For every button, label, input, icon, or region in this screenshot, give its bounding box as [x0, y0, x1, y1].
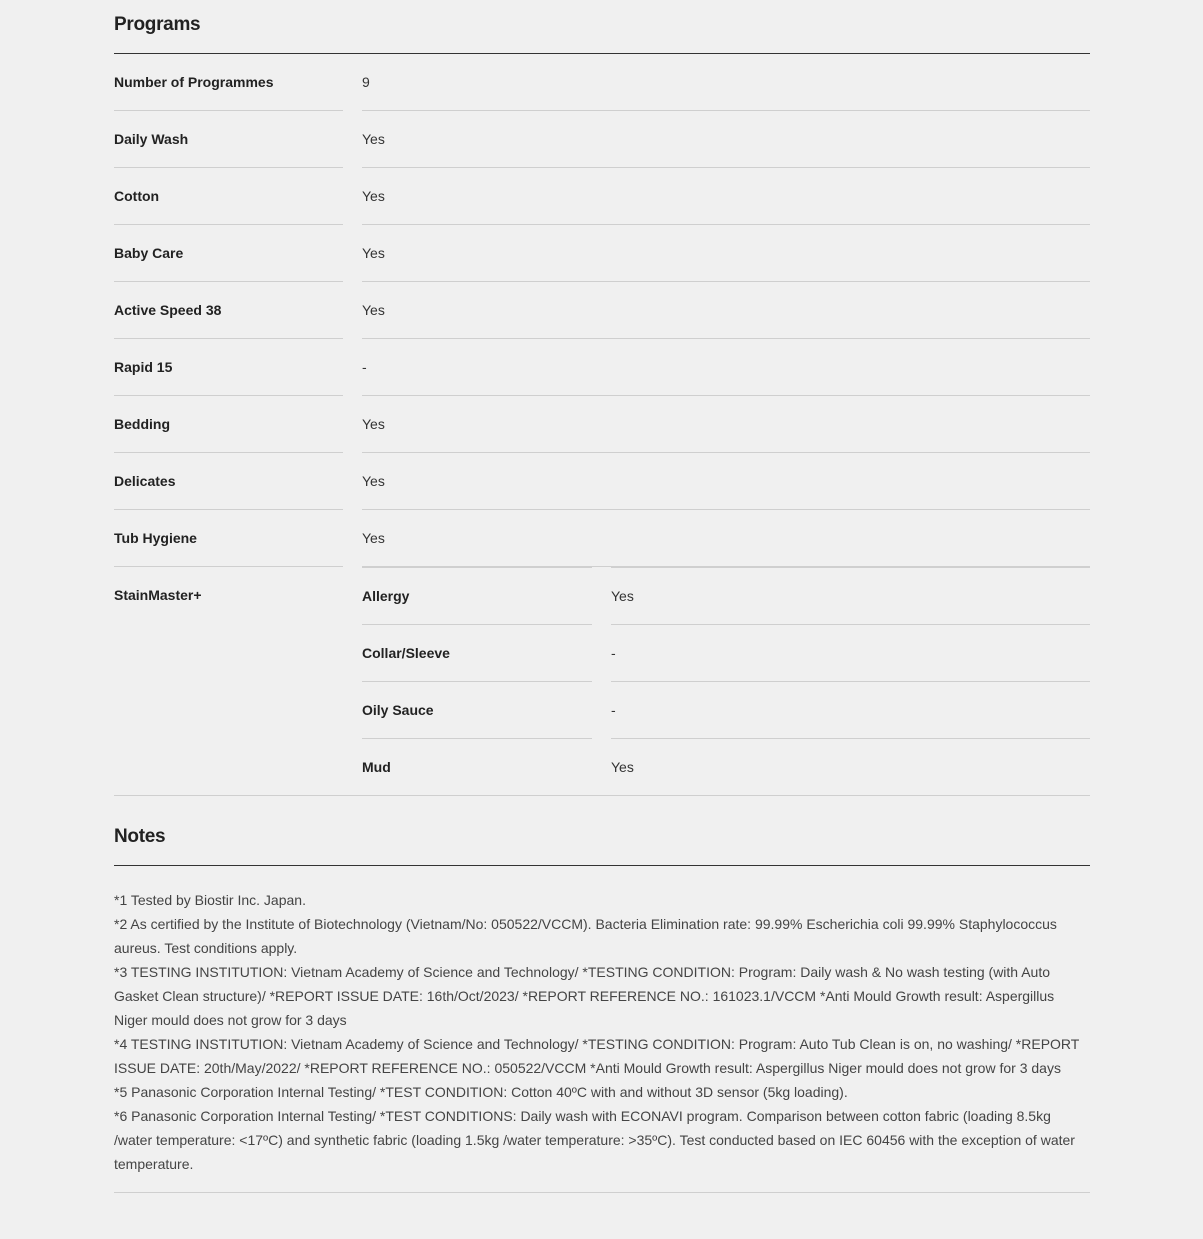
spec-label: Delicates [114, 453, 343, 510]
table-row [362, 567, 1090, 624]
table-row [114, 396, 1090, 453]
note-item: *1 Tested by Biostir Inc. Japan. [114, 892, 306, 908]
table-row [362, 624, 1090, 681]
spec-value: Yes [362, 510, 1090, 567]
programs-section [114, 0, 1090, 1193]
spec-label: Baby Care [114, 225, 343, 282]
table-row [114, 168, 1090, 225]
table-row [114, 339, 1090, 396]
spec-label: Tub Hygiene [114, 510, 343, 567]
spec-label: Oily Sauce [362, 681, 592, 738]
note-item: *6 Panasonic Corporation Internal Testing/ *TEST CONDITIONS: Daily wash with ECONAVI program. Comparison between cotton fabric (loading 8.5kg /water temperature: <17ºC) and synthetic fabric (loading 1.5kg /water temperature: >35ºC). Test conducted based on IEC 60456 with the exception of water temperature. [114, 1108, 1075, 1172]
table-row [362, 681, 1090, 738]
table-row [114, 111, 1090, 168]
spec-value: Yes [611, 567, 1090, 624]
programs-title: Programs [114, 14, 201, 35]
spec-value: Yes [611, 738, 1090, 795]
stainmaster-label: StainMaster+ [114, 587, 202, 603]
note-item: *3 TESTING INSTITUTION: Vietnam Academy of Science and Technology/ *TESTING CONDITION: Program: Daily wash & No wash testing (with Auto Gasket Clean structure)/ *REPORT ISSUE DATE: 16th/Oct/2023/ *REPORT REFERENCE NO.: 161023.1/VCCM *Anti Mould Growth result: Aspergillus Niger mould does not grow for 3 days [114, 964, 1055, 1028]
spec-value: Yes [362, 168, 1090, 225]
spec-value: Yes [362, 453, 1090, 510]
spec-label: Allergy [362, 567, 592, 624]
note-item: *4 TESTING INSTITUTION: Vietnam Academy of Science and Technology/ *TESTING CONDITION: Program: Auto Tub Clean is on, no washing/ *REPORT ISSUE DATE: 20th/May/2022/ *REPORT REFERENCE NO.: 050522/VCCM *Anti Mould Growth result: Aspergillus Niger mould does not grow for 3 days [114, 1036, 1080, 1076]
notes-body [114, 866, 1090, 1193]
programs-header [114, 0, 1090, 54]
spec-label: Number of Programmes [114, 54, 343, 111]
table-row [114, 282, 1090, 339]
notes-title: Notes [114, 826, 166, 847]
stainmaster-rows [362, 567, 1090, 795]
spec-label: Daily Wash [114, 111, 343, 168]
stainmaster-group [114, 567, 1090, 796]
spec-value: - [611, 681, 1090, 738]
spec-value: Yes [362, 225, 1090, 282]
spec-value: - [611, 624, 1090, 681]
note-item: *2 As certified by the Institute of Biotechnology (Vietnam/No: 050522/VCCM). Bacteria Elimination rate: 99.99% Escherichia coli 99.99% Staphylococcus aureus. Test conditions apply. [114, 916, 1057, 956]
notes-header [114, 812, 1090, 866]
table-row [362, 738, 1090, 795]
spec-label: Rapid 15 [114, 339, 343, 396]
table-row [114, 54, 1090, 111]
spec-value: Yes [362, 111, 1090, 168]
table-row [114, 453, 1090, 510]
spec-label: Mud [362, 738, 592, 795]
spec-label: Active Speed 38 [114, 282, 343, 339]
spec-label: Collar/Sleeve [362, 624, 592, 681]
spec-label: Bedding [114, 396, 343, 453]
spec-label: Cotton [114, 168, 343, 225]
table-row [114, 510, 1090, 567]
spec-value: 9 [362, 54, 1090, 111]
table-row [114, 225, 1090, 282]
spec-value: Yes [362, 282, 1090, 339]
spec-value: Yes [362, 396, 1090, 453]
programs-table [114, 54, 1090, 796]
note-item: *5 Panasonic Corporation Internal Testing/ *TEST CONDITION: Cotton 40ºC with and without 3D sensor (5kg loading). [114, 1084, 848, 1100]
spec-value: - [362, 339, 1090, 396]
